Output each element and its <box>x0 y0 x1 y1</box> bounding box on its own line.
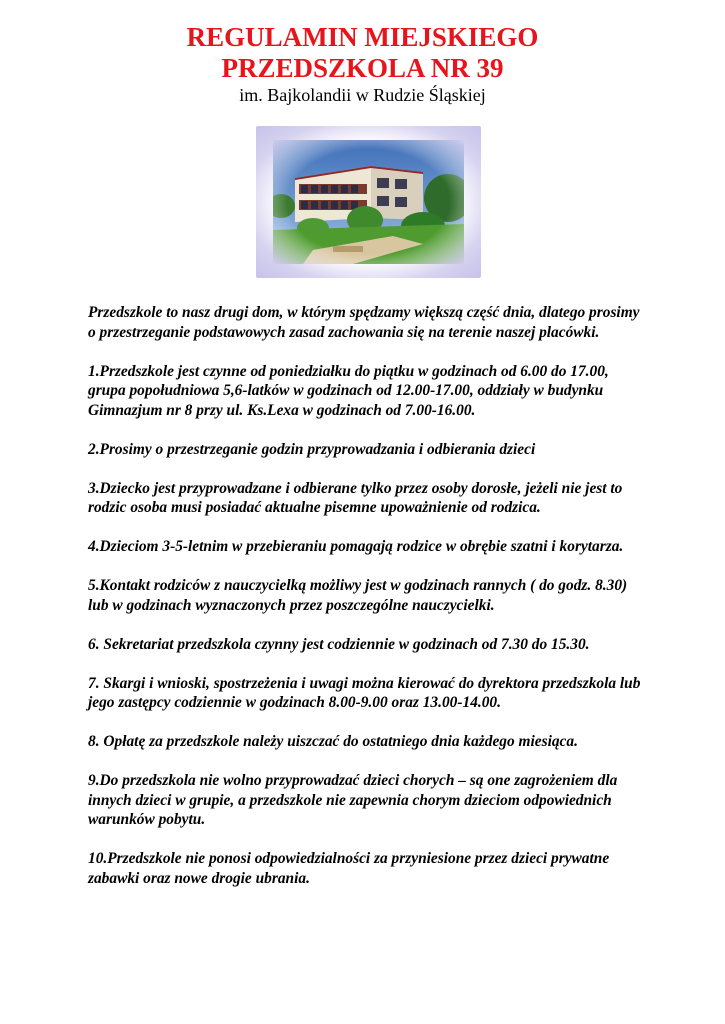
rule-1: 1.Przedszkole jest czynne od poniedziałku do piątku w godzinach od 6.00 do 17.00, grupa popołudniowa 5,6-latków w godzinach od 12.00-17.00, oddziały w budynku Gimnazjum nr 8 przy ul. Ks.Lexa w godzinach od 7.00-16.00. <box>88 362 609 419</box>
rule-9: 9.Do przedszkola nie wolno przyprowadzać dzieci chorych – są one zagrożeniem dla innych dzieci w grupie, a przedszkole nie zapewnia chorym dzieciom odpowiednich warunków pobytu. <box>88 772 618 828</box>
intro-paragraph: Przedszkole to nasz drugi dom, w którym spędzamy większą część dnia, dlatego prosimy o przestrzeganie podstawowych zasad zachowania się na terenie naszej placówki. <box>88 304 640 341</box>
rule-8: 8. Opłatę za przedszkole należy uiszczać do ostatniego dnia każdego miesiąca. <box>88 733 578 750</box>
rule-6: 6. Sekretariat przedszkola czynny jest codziennie w godzinach od 7.30 do 15.30. <box>88 635 590 653</box>
rule-10: 10.Przedszkole nie ponosi odpowiedzialności za przyniesione przez dzieci prywatne zabawki oraz nowe drogie ubrania. <box>88 850 610 887</box>
rule-5: 5.Kontakt rodziców z nauczycielką możliwy jest w godzinach rannych ( do godz. 8.30) lub w godzinach wyznaczonych przez poszczególne nauczycielki. <box>88 577 628 614</box>
rule-3: 3.Dziecko jest przyprowadzane i odbierane tylko przez osoby dorosłe, jeżeli nie jest to rodzic osoba musi posiadać aktualne pisemne upoważnienie od rodzica. <box>88 479 623 516</box>
rule-4: 4.Dzieciom 3-5-letnim w przebieraniu pomagają rodzice w obrębie szatni i korytarza. <box>88 538 624 555</box>
building-photo <box>273 140 464 264</box>
rule-2: 2.Prosimy o przestrzeganie godzin przyprowadzania i odbierania dzieci <box>88 440 536 458</box>
title-line-1: REGULAMIN MIEJSKIEGO <box>186 22 539 52</box>
rule-7: 7. Skargi i wnioski, spostrzeżenia i uwagi można kierować do dyrektora przedszkola lub jego zastępcy codziennie w godzinach 8.00-9.00 oraz 13.00-14.00. <box>88 674 641 711</box>
photo-frame <box>256 126 481 278</box>
document-title <box>0 22 725 84</box>
rules-text <box>88 303 648 908</box>
title-line-2: PRZEDSZKOLA NR 39 <box>221 53 504 83</box>
document-subtitle: im. Bajkolandii w Rudzie Śląskiej <box>239 85 486 105</box>
